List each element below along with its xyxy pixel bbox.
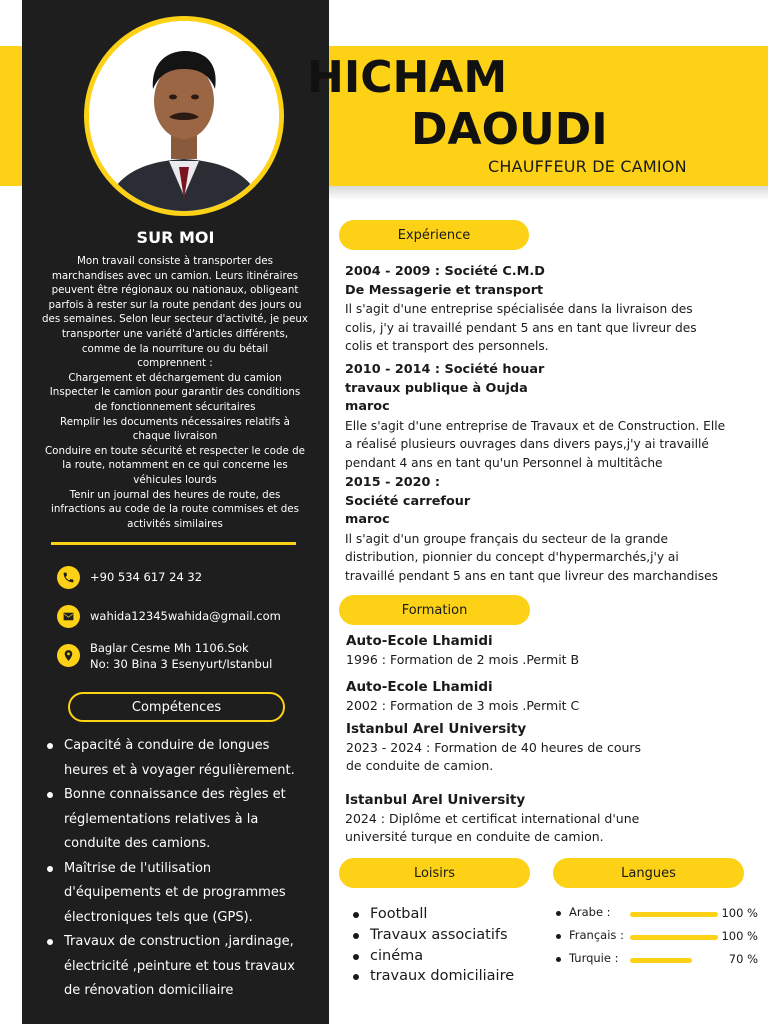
hobbies-title: Loisirs xyxy=(339,858,530,888)
about-line: Remplir les documents nécessaires relatifs à xyxy=(60,415,290,428)
experience-text: pendant 4 ans en tant qu'un Personnel à multitâche xyxy=(345,455,663,470)
experience-heading: De Messagerie et transport xyxy=(345,282,544,298)
skill-line: conduite des camions. xyxy=(64,836,211,851)
contact-email xyxy=(57,605,281,628)
language-name: Turquie : xyxy=(569,951,619,965)
address-line-2: No: 30 Bina 3 Esenyurt/Istanbul xyxy=(90,657,273,671)
experience-text: distribution, pionnier du concept d'hypermarchés,j'y ai xyxy=(345,550,679,564)
about-line: des semaines. Selon leur secteur d'activité, je peux xyxy=(41,313,309,326)
experience-entry xyxy=(345,474,765,585)
about-line: transporter une variété d'articles différents, xyxy=(61,327,289,340)
bullet-icon xyxy=(556,934,561,939)
about-line: comprennent : xyxy=(137,357,213,370)
hobby-item: Travaux associatifs xyxy=(350,925,514,946)
mail-icon xyxy=(57,605,80,628)
experience-entry xyxy=(345,263,765,356)
language-level-bar xyxy=(630,958,692,963)
about-line: la route, notamment en ce qui concerne les xyxy=(62,459,288,472)
about-line: Tenir un journal des heures de route, des xyxy=(69,488,281,501)
header-shadow xyxy=(329,186,768,200)
experience-heading: 2004 - 2009 : Société C.M.D xyxy=(345,264,545,279)
experience-text: colis, j'y ai travaillé pendant 5 ans en tant que livreur des xyxy=(345,320,697,335)
about-line: comme de la nourriture ou du bétail xyxy=(81,342,269,355)
divider xyxy=(51,542,296,545)
bullet-icon xyxy=(556,911,561,916)
language-level-bar xyxy=(630,935,718,940)
language-bar-track xyxy=(630,912,718,917)
language-bar-track xyxy=(630,958,718,963)
language-percent: 70 % xyxy=(728,952,758,966)
address-line-1: Baglar Cesme Mh 1106.Sok xyxy=(90,641,249,655)
education-school: Auto-Ecole Lhamidi xyxy=(346,679,493,695)
about-line: activités similaires xyxy=(127,517,223,530)
first-name: HICHAM xyxy=(307,52,508,103)
education-text: de conduite de camion. xyxy=(346,758,494,773)
skill-line: Capacité à conduire de longues xyxy=(64,738,270,753)
skill-item xyxy=(44,930,314,1004)
experience-heading: maroc xyxy=(345,512,390,527)
contact-phone xyxy=(57,566,202,589)
language-name: Arabe : xyxy=(569,905,611,919)
about-text xyxy=(30,254,320,531)
skill-line: électricité ,peinture et tous travaux xyxy=(64,958,295,974)
about-line: Conduire en toute sécurité et respecter le code de xyxy=(44,444,306,457)
education-text: université turque en conduite de camion. xyxy=(345,829,604,844)
experience-text: colis et transport des personnels. xyxy=(345,339,549,353)
skill-line: heures et à voyager régulièrement. xyxy=(64,762,295,778)
skill-line: Bonne connaissance des règles et xyxy=(64,787,286,802)
skill-item xyxy=(44,734,314,783)
person-name xyxy=(305,52,635,156)
about-line: Mon travail consiste à transporter des xyxy=(77,255,273,267)
languages-title: Langues xyxy=(553,858,744,888)
about-line: peuvent être régionaux ou nationaux, obligeant xyxy=(51,284,299,297)
about-title: SUR MOI xyxy=(136,228,215,247)
experience-heading: 2010 - 2014 : Société houar xyxy=(345,362,545,377)
experience-text: a réalisé plusieurs ouvrages dans divers pays,j'y ai travaillé xyxy=(345,437,709,451)
skill-line: de rénovation domiciliaire xyxy=(64,983,234,998)
language-row xyxy=(556,905,766,925)
education-entry xyxy=(346,632,579,669)
hobbies-list xyxy=(350,904,514,987)
language-name: Français : xyxy=(569,928,624,942)
about-line: chaque livraison xyxy=(132,430,218,443)
skill-line: réglementations relatives à la xyxy=(64,811,259,827)
education-entry xyxy=(346,720,641,776)
about-line: de fonctionnement sécuritaires xyxy=(94,400,256,413)
language-row xyxy=(556,951,766,971)
experience-heading: travaux publique à Oujda xyxy=(345,380,528,396)
email-text: wahida12345wahida@gmail.com xyxy=(90,609,281,623)
about-line: Chargement et déchargement du camion xyxy=(68,371,282,384)
experience-entry xyxy=(345,361,765,472)
education-school: Istanbul Arel University xyxy=(346,721,527,737)
profile-photo-ring xyxy=(84,16,284,216)
skill-item xyxy=(44,783,314,857)
about-line: marchandises avec un camion. Leurs itinéraires xyxy=(51,269,299,282)
skill-line: Travaux de construction ,jardinage, xyxy=(64,934,294,949)
hobby-item: cinéma xyxy=(350,946,514,967)
last-name: DAOUDI xyxy=(411,104,608,155)
education-school: Auto-Ecole Lhamidi xyxy=(346,633,493,649)
language-bar-track xyxy=(630,935,718,940)
skills-list xyxy=(44,734,314,1004)
experience-text: Elle s'agit d'une entreprise de Travaux et de Construction. Elle xyxy=(345,418,726,433)
location-pin-icon xyxy=(57,644,80,667)
education-text: 1996 : Formation de 2 mois .Permit B xyxy=(346,651,580,667)
education-school: Istanbul Arel University xyxy=(345,792,526,808)
language-level-bar xyxy=(630,912,718,917)
language-percent: 100 % xyxy=(721,906,758,920)
hobby-item: travaux domiciliaire xyxy=(350,966,514,987)
language-row xyxy=(556,928,766,948)
education-text: 2023 - 2024 : Formation de 40 heures de cours xyxy=(346,739,642,755)
skill-line: Maîtrise de l'utilisation xyxy=(64,860,212,876)
experience-heading: 2015 - 2020 : xyxy=(345,475,441,490)
profile-photo-illustration xyxy=(89,21,279,211)
profile-photo xyxy=(89,21,279,211)
experience-text: travaillé pendant 5 ans en tant que livreur des marchandises xyxy=(345,568,718,583)
experience-text: Il s'agit d'une entreprise spécialisée dans la livraison des xyxy=(345,302,693,316)
hobby-item: Football xyxy=(350,904,514,925)
experience-heading: maroc xyxy=(345,399,390,414)
education-title: Formation xyxy=(339,595,530,625)
phone-text: +90 534 617 24 32 xyxy=(90,570,203,584)
bullet-icon xyxy=(556,957,561,962)
skills-title: Compétences xyxy=(68,692,285,722)
education-entry xyxy=(346,678,579,715)
experience-heading: Société carrefour xyxy=(345,493,471,509)
experience-title: Expérience xyxy=(339,220,529,250)
education-text: 2024 : Diplôme et certificat international d'une xyxy=(345,810,640,826)
job-title: CHAUFFEUR DE CAMION xyxy=(488,157,687,176)
language-percent: 100 % xyxy=(721,929,758,943)
skill-item xyxy=(44,857,314,931)
phone-icon xyxy=(57,566,80,589)
experience-text: Il s'agit d'un groupe français du secteur de la grande xyxy=(345,531,669,546)
education-text: 2002 : Formation de 3 mois .Permit C xyxy=(346,697,580,713)
about-line: véhicules lourds xyxy=(133,473,217,486)
about-line: infractions au code de la route commises et des xyxy=(51,503,299,516)
skill-line: d'équipements et de programmes xyxy=(64,885,286,900)
contact-address xyxy=(57,640,272,672)
skill-line: électroniques tels que (GPS). xyxy=(64,909,253,925)
education-entry xyxy=(345,791,639,847)
about-line: Inspecter le camion pour garantir des conditions xyxy=(49,386,301,399)
about-line: parfois à rester sur la route pendant des jours ou xyxy=(48,298,302,311)
